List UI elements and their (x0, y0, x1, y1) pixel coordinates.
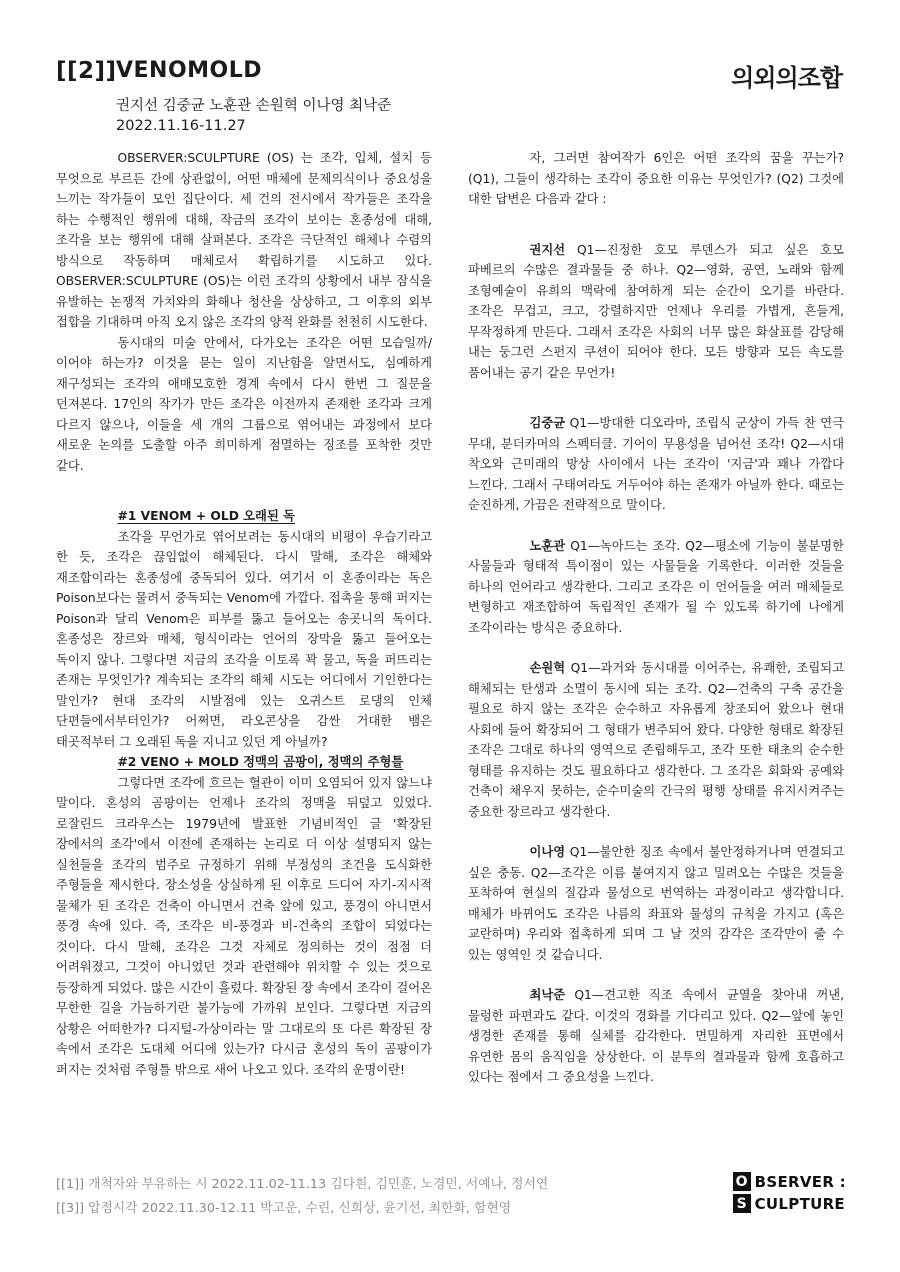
exhibition-date: 2022.11.16-11.27 (116, 118, 246, 134)
related-exhibition-3: [[3]] 압점시각 2022.11.30-12.11 박고운, 수린, 신희상, 윤기선, 최한화, 함현영 (56, 1201, 512, 1216)
answer-paragraph (468, 842, 844, 965)
answer-text: Q1—진정한 호모 루덴스가 되고 싶은 호모 파베르의 수많은 결과물들 중 하나. Q2—영화, 공연, 노래와 함께 조형예술이 유희의 맥락에 참여하게 되는 순간이 오기를 바란다. 조각은 무겁고, 크고, 강렬하지만 언제나 우리를 가볍게, 흔들게, 무작정하게 만든다. 그래서 조각은 사회의 너무 많은 화살표를 감당해 내는 둥그런 스펀지 쿠션이 되어야 한다. 모든 방향과 모든 속도를 품어내는 공기 같은 무언가! (468, 242, 844, 380)
related-exhibition-1: [[1]] 개척자와 부유하는 시 2022.11.02-11.13 김다흰, 김민훈, 노경민, 서예나, 정서연 (56, 1177, 549, 1192)
questions-intro: 자, 그러면 참여작가 6인은 어떤 조각의 꿈을 꾸는가? (Q1), 그들이 생각하는 조각이 중요한 이유는 무엇인가? (Q2) 그것에 대한 답변은 다음과 같다 : (468, 151, 844, 206)
intro-paragraph-1: OBSERVER:SCULPTURE (OS) 는 조각, 입체, 설치 등 무엇으로 부르든 간에 상관없이, 어떤 매체에 문제의식이나 중요성을 느끼는 작가들이 모인 집단이다. 세 건의 전시에서 작가들은 조각을 하는 수행적인 행위에 대해, 작금의 조각이 보이는 혼종성에 대해, 조각을 보는 행위에 대해 살펴본다. 조각은 극단적인 해체나 수렴의 방식으로 작동하며 매체로서 확립하기를 시도하고 있다. OBSERVER:SCULPTURE (OS)는 이런 조각의 상황에서 내부 잠식을 유발하는 논쟁적 가치와의 화해나 청산을 상상하고, 그 이후의 외부 접합을 기대하며 아직 오지 않은 조각의 양적 완화를 천천히 시도한다. (56, 151, 432, 329)
section-body-2: 그렇다면 조각에 흐르는 혈관이 이미 오염되어 있지 않느냐 말이다. 혼성의 곰팡이는 언제나 조각의 정맥을 뒤덮고 있었다. 로잘린드 크라우스는 1979년에 발표한 기념비적인 글 '확장된 장에서의 조각'에서 이전에 존재하는 논리로 더 이상 설명되지 않는 실천들을 조각의 범주로 규정하기 위해 부정성의 조건을 도식화한 주형들을 제시한다. 장소성을 상실하게 된 이후로 드디어 자기-지시적 물체가 된 조각은 건축이 아니면서 건축 앞에 있고, 풍경이 아니면서 풍경 속에 있다. 즉, 조각은 비-풍경과 비-건축의 조합이 되었다는 것이다. 다시 말해, 조각은 그것 자체로 정의하는 것이 점점 더 어려워졌고, 그것이 아니었던 것과 관련해야 위치할 수 있는 것으로 등장하게 되었다. 많은 시간이 흘렀다. 확장된 장 속에서 조각이 걸어온 무한한 길을 가늠하기란 불가능에 가까워 보인다. 그렇다면 지금의 상황은 어떠한가? 디지털-가상이라는 말 그대로의 또 다른 확장된 장 속에서 조각은 도대체 어디에 있는가? 다시금 혼성의 독이 곰팡이가 퍼지는 것처럼 주형틀 밖으로 새어 나오고 있다. 조각의 운명이란! (56, 775, 432, 1077)
right-column (468, 148, 844, 1088)
artist-name: 이나영 (529, 845, 566, 859)
artist-name: 권지선 (529, 242, 566, 257)
related-exhibitions (56, 1173, 548, 1221)
answer-text: Q1—녹아드는 조각. Q2—평소에 기능이 불분명한 사물들과 형태적 특이점이 있는 사물들을 기록한다. 이러한 것들을 하나의 언어라고 생각한다. 그리고 조각은 이 언어들을 여러 매체들로 변형하고 재조합하여 독립적인 존재가 될 수 있도록 하기에 나에게 조각이라는 방식은 중요하다. (468, 538, 844, 635)
answer-paragraph (468, 658, 844, 822)
logo-box-o: O (733, 1172, 751, 1191)
answer-text: Q1—불안한 징조 속에서 불안정하거나며 연결되고 싶은 충동. Q2—조각은 이름 붙여지지 않고 밀려오는 수많은 것들을 포착하여 현실의 질감과 물성으로 번역하는 과정이라고 생각합니다. 매체가 바뀌어도 조각은 나름의 좌표와 물성의 규칙을 가지고 (혹은 교란하며) 우리와 접촉하게 되며 그 날 것의 감각은 조각만이 줄 수 있는 영역인 것 같습니다. (468, 845, 844, 962)
left-column (56, 148, 432, 1080)
section-body-1: 조각을 무언가로 엮어보려는 동시대의 비평이 우습기라고 한 듯, 조각은 끊임없이 해체된다. 다시 말해, 조각은 해체와 재조합이라는 혼종성에 중독되어 있다. 여기서 이 혼종이라는 독은 Poison보다는 물려서 중독되는 Venom에 가깝다. 접촉을 통해 퍼지는 Poison과 달리 Venom은 피부를 뚫고 들어오는 송곳니의 독이다. 혼종성은 장르와 매체, 형식이라는 언어의 장막을 뚫고 들어오는 독이지 않나. 그렇다면 지금의 조각을 이토록 꽉 물고, 독을 퍼뜨리는 존재는 무엇인가? 계속되는 조각의 해체 시도는 어디에서 기인한다는 말인가? 현대 조각의 시발점에 있는 오귀스트 로댕의 인체 단편들에서부터인가? 어쩌면, 라오콘상을 감싼 거대한 뱀은 태곳적부터 그 오래된 독을 지니고 있던 게 아닐까? (56, 529, 432, 749)
answer-text: Q1—방대한 디오라마, 조립식 군상이 가득 찬 연극 무대, 분더카머의 스펙터클. 기어이 무용성을 넘어선 조각! Q2—시대 착오와 근미래의 망상 사이에서 나는 조각이 '지금'과 꽤나 가깝다 느낀다. 그래서 구태여라도 거두어야 하는 존재가 아닐까 한다. 때로는 순진하게, 가끔은 전략적으로 말이다. (468, 416, 844, 512)
artist-name: 손원혁 (529, 661, 566, 675)
answer-text: Q1—견고한 직조 속에서 균열을 찾아내 꺼낸, 물렁한 파편과도 같다. 이것의 경화를 기다리고 있다. Q2—앞에 놓인 생경한 존재를 통해 실체를 감각한다. 면밀하게 자리한 표면에서 유연한 몸의 움직임을 상상한다. 이 분투의 결과물과 함께 호흡하고 있다는 점에서 그 중요성을 느낀다. (468, 988, 844, 1084)
intro-paragraph-2: 동시대의 미술 안에서, 다가오는 조각은 어떤 모습일까/이어야 하는가? 이것을 묻는 일이 지난함을 알면서도, 심예하게 재구성되는 조각의 애매모호한 경계 속에서 다시 한번 그 질문을 던져본다. 17인의 작가가 만든 조각은 이전까지 존재한 조각과 크게 다르지 않으나, 이들을 세 개의 그룹으로 엮어내는 과정에서 보다 새로운 논의를 도출할 아주 희미하게 점멸하는 징조를 포착한 것만 같다. (56, 335, 432, 473)
artist-list: 권지선 김중균 노훈관 손원혁 이나영 최낙준 (116, 98, 392, 114)
artist-name: 최낙준 (529, 988, 566, 1002)
exhibition-number: [[2]] (56, 58, 117, 84)
logo-text-sculpture: CULPTURE (754, 1194, 845, 1213)
page-title: VENOMOLD (116, 58, 263, 83)
answer-paragraph (468, 240, 844, 384)
answer-text: Q1—과거와 동시대를 이어주는, 유쾌한, 조립되고 해체되는 탄생과 소멸이 동시에 되는 조각. Q2—건축의 구축 공간을 필요로 하지 않는 조각은 순수하고 자유롭게 창조되어 왔으나 현대 사회에 들어 확장되어 그 형태가 변주되어 왔다. 다양한 형태로 확장된 조각은 그대로 하나의 영역으로 존립해두고, 조각 또한 태초의 순수한 형태를 유지하는 것도 필요하다고 생각한다. 그 조각은 회화와 공예와 건축이 채우지 못하는, 순수미술의 간극의 평행 상태를 유지시켜주는 중요한 장르라고 생각한다. (468, 661, 844, 819)
logo-box-s: S (733, 1194, 751, 1213)
answer-paragraph (468, 413, 844, 516)
answer-paragraph (468, 985, 844, 1088)
section-heading-2: #2 VENO + MOLD 정맥의 곰팡이, 정맥의 주형틀 (117, 755, 404, 769)
answer-paragraph (468, 536, 844, 639)
brand-logo-text: 의외의조합 (731, 64, 842, 92)
observer-sculpture-logo (733, 1172, 846, 1213)
artist-name: 노훈관 (529, 538, 566, 553)
logo-text-observer: BSERVER : (754, 1172, 846, 1191)
section-heading-1: #1 VENOM + OLD 오래된 독 (117, 509, 295, 523)
artist-name: 김중균 (529, 416, 566, 430)
